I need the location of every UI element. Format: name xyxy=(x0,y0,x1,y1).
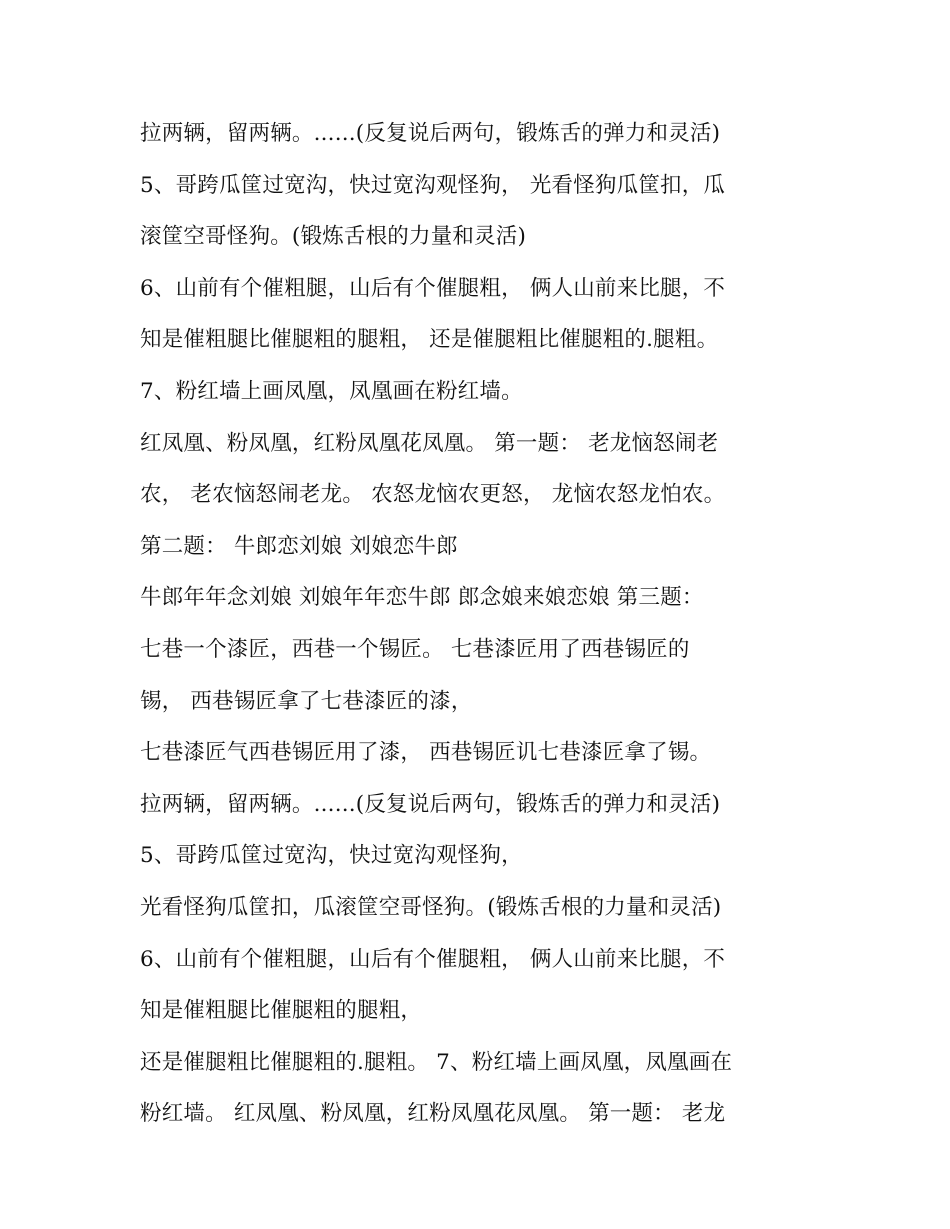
text-line: 七巷漆匠气西巷锡匠用了漆， 西巷锡匠讥七巷漆匠拿了锡。 xyxy=(140,740,712,766)
text-line: 拉两辆，留两辆。......(反复说后两句，锻炼舌的弹力和灵活) xyxy=(140,121,721,146)
text-line: 农， 老农恼怒闹老龙。 农怒龙恼农更怒， 龙恼农怒龙怕农。 xyxy=(140,482,726,508)
text-line: 第二题： 牛郎恋刘娘 刘娘恋牛郎 xyxy=(140,533,458,559)
text-line: 5、哥跨瓜筐过宽沟，快过宽沟观怪狗， 光看怪狗瓜筐扣，瓜 xyxy=(140,172,726,198)
text-line: 锡， 西巷锡匠拿了七巷漆匠的漆， xyxy=(140,688,473,714)
text-line: 滚筐空哥怪狗。(锻炼舌根的力量和灵活) xyxy=(140,224,527,250)
text-line: 5、哥跨瓜筐过宽沟，快过宽沟观怪狗， xyxy=(140,843,523,869)
text-line: 牛郎年年念刘娘 刘娘年年恋牛郎 郎念娘来娘恋娘 第三题： xyxy=(140,585,704,611)
text-line: 还是催腿粗比催腿粗的.腿粗。 7、粉红墙上画凤凰，凤凰画在 xyxy=(140,1049,733,1075)
text-line: 知是催粗腿比催腿粗的腿粗， 还是催腿粗比催腿粗的.腿粗。 xyxy=(140,327,719,353)
text-line: 6、山前有个催粗腿，山后有个催腿粗， 俩人山前来比腿，不 xyxy=(140,946,726,972)
text-line: 拉两辆，留两辆。......(反复说后两句，锻炼舌的弹力和灵活) xyxy=(140,791,721,817)
text-line: 粉红墙。 红凤凰、粉凤凰，红粉凤凰花凤凰。 第一题： 老龙 xyxy=(140,1101,726,1127)
text-line: 七巷一个漆匠，西巷一个锡匠。 七巷漆匠用了西巷锡匠的 xyxy=(140,636,690,662)
text-line: 光看怪狗瓜筐扣，瓜滚筐空哥怪狗。(锻炼舌根的力量和灵活) xyxy=(140,894,722,920)
text-line: 6、山前有个催粗腿，山后有个催腿粗， 俩人山前来比腿，不 xyxy=(140,275,726,301)
text-line: 红凤凰、粉凤凰，红粉凤凰花凤凰。 第一题： 老龙恼怒闹老 xyxy=(140,430,719,456)
document-body xyxy=(140,108,820,1140)
text-line: 知是催粗腿比催腿粗的腿粗， xyxy=(140,998,423,1024)
text-line: 7、粉红墙上画凤凰，凤凰画在粉红墙。 xyxy=(140,378,523,404)
